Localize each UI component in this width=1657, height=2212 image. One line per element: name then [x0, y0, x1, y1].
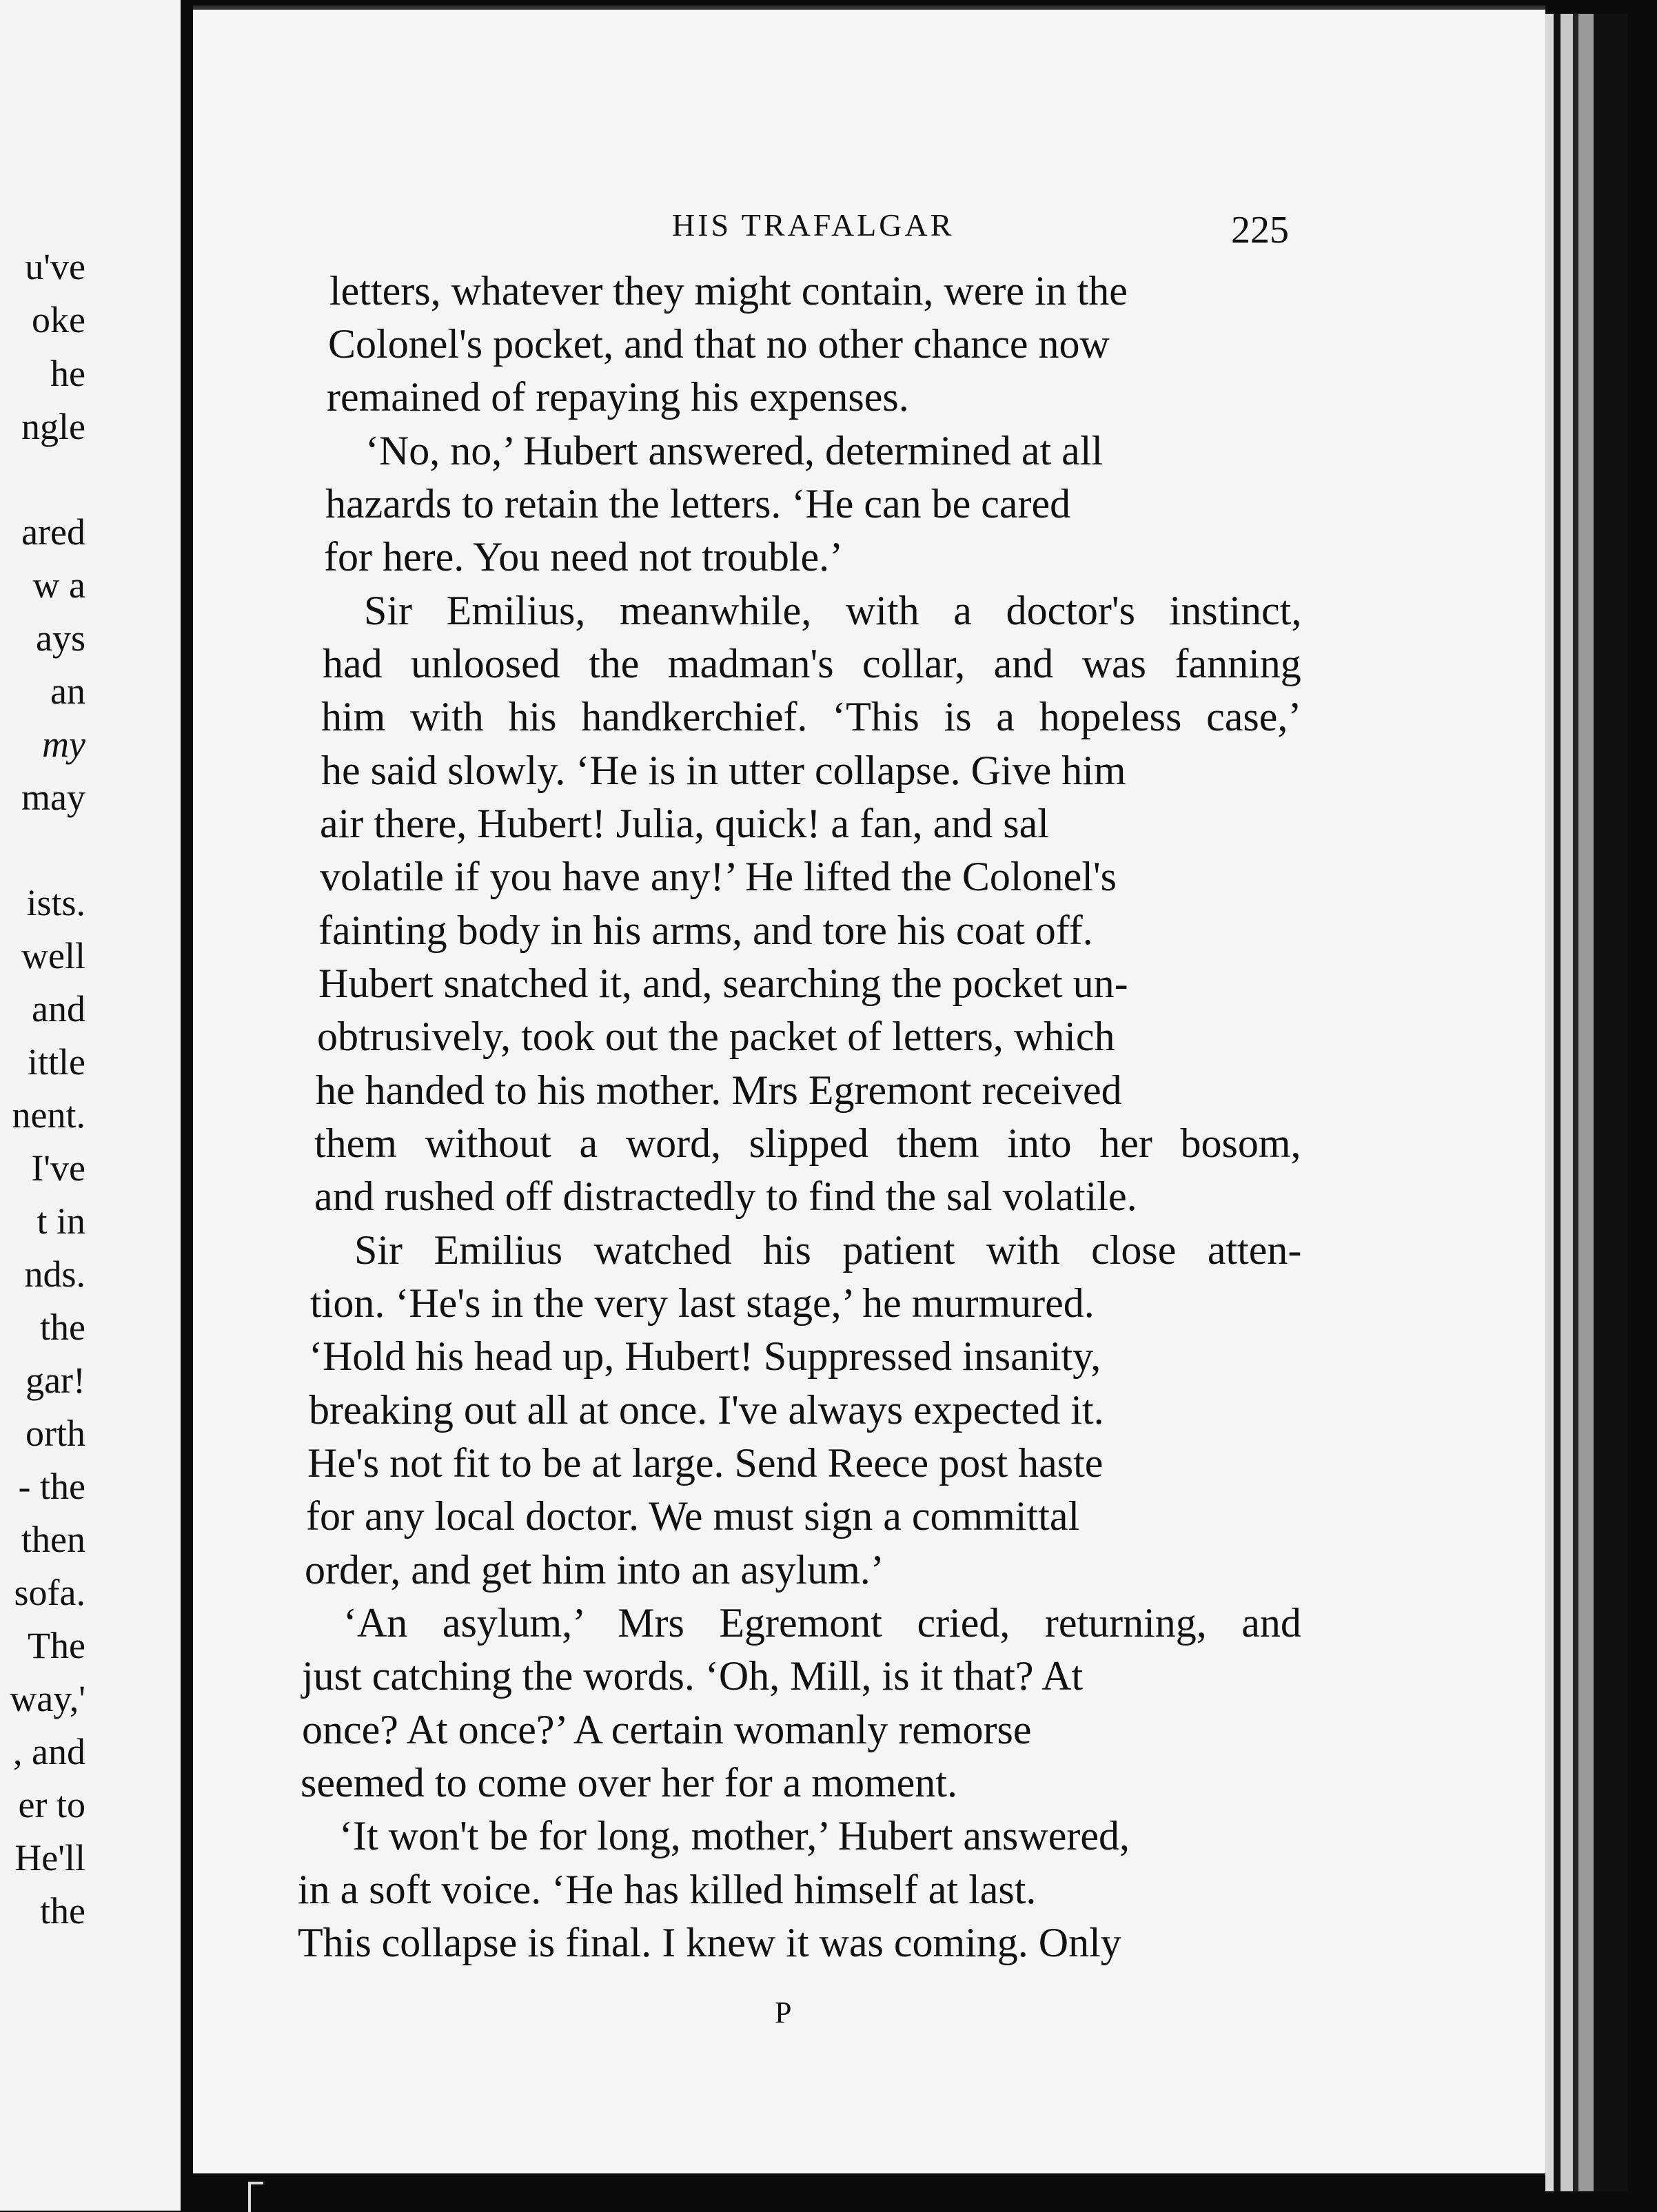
left-text-line: well: [21, 935, 85, 976]
text-line: once? At once?’ A certain womanly remorse: [302, 1707, 1032, 1752]
text-line: ‘No, no,’ Hubert answered, determined at all: [365, 428, 1104, 473]
text-line: hazards to retain the letters. ‘He can be cared: [325, 481, 1071, 526]
text-line: in a soft voice. ‘He has killed himself at last.: [298, 1867, 1037, 1912]
text-line: he said slowly. ‘He is in utter collapse. Give him: [321, 748, 1126, 793]
page-edges: [1545, 14, 1628, 2191]
left-text-line: an: [50, 670, 85, 712]
page-number: 225: [1231, 209, 1289, 252]
text-line: tion. ‘He's in the very last stage,’ he murmured.: [310, 1280, 1095, 1326]
left-page-fragment: [0, 0, 181, 2211]
text-line: ‘An asylum,’ Mrs Egremont cried, returning, and: [343, 1600, 1301, 1646]
text-line: Sir Emilius, meanwhile, with a doctor's instinct,: [364, 588, 1302, 633]
text-line: just catching the words. ‘Oh, Mill, is it that? At: [302, 1653, 1084, 1699]
left-text-line: sofa.: [14, 1572, 85, 1613]
text-line: ‘It won't be for long, mother,’ Hubert answered,: [339, 1813, 1130, 1858]
left-text-line: er to: [18, 1784, 85, 1825]
text-line: seemed to come over her for a moment.: [301, 1760, 957, 1805]
text-line: This collapse is final. I knew it was coming. Only: [298, 1920, 1121, 1965]
page-header: [476, 207, 1289, 255]
text-line: breaking out all at once. I've always expected it.: [309, 1387, 1104, 1433]
text-line: for any local doctor. We must sign a committal: [306, 1493, 1080, 1539]
text-line: Colonel's pocket, and that no other chance now: [328, 321, 1110, 367]
left-text-line: nds.: [24, 1253, 85, 1295]
left-text-line: the: [40, 1890, 85, 1932]
text-line: letters, whatever they might contain, were in the: [329, 268, 1128, 314]
left-text-line: t in: [37, 1200, 85, 1242]
text-line: ‘Hold his head up, Hubert! Suppressed insanity,: [309, 1333, 1101, 1379]
left-text-line: w a: [32, 564, 85, 606]
left-text-line: oke: [32, 299, 85, 340]
left-text-line: I've: [31, 1147, 85, 1189]
text-line: them without a word, slipped them into her bosom,: [314, 1120, 1301, 1166]
text-line: volatile if you have any!’ He lifted the Colonel's: [320, 854, 1117, 899]
text-line: Hubert snatched it, and, searching the pocket un-: [318, 961, 1128, 1006]
left-text-line: gar!: [26, 1360, 85, 1401]
left-text-line: and: [32, 988, 85, 1030]
left-text-line: ngle: [21, 406, 85, 447]
left-text-line: He'll: [14, 1837, 85, 1878]
left-text-line: - the: [18, 1466, 85, 1507]
running-head: HIS TRAFALGAR: [672, 207, 955, 243]
left-text-line: , and: [13, 1731, 85, 1772]
text-line: had unloosed the madman's collar, and was fanning: [323, 641, 1301, 686]
signature-mark: P: [775, 1996, 792, 2029]
left-text-line: nent.: [12, 1094, 85, 1136]
left-text-line: way,': [10, 1678, 85, 1719]
text-line: for here. You need not trouble.’: [324, 534, 844, 580]
left-text-line: ittle: [28, 1041, 85, 1083]
bottom-edge-mark: [248, 2182, 263, 2212]
text-line: Sir Emilius watched his patient with close atten-: [354, 1227, 1302, 1273]
left-text-line: he: [50, 353, 85, 394]
text-line: and rushed off distractedly to find the sal volatile.: [314, 1174, 1137, 1219]
left-text-line: my: [42, 724, 85, 765]
left-text-line: the: [40, 1307, 85, 1348]
left-text-line: ays: [36, 617, 85, 659]
text-line: air there, Hubert! Julia, quick! a fan, and sal: [320, 801, 1049, 846]
left-text-line: The: [28, 1625, 85, 1666]
left-text-line: then: [21, 1519, 85, 1560]
left-text-line: u've: [25, 246, 85, 287]
text-line: him with his handkerchief. ‘This is a hopeless case,’: [321, 694, 1302, 739]
left-text-line: ists.: [26, 882, 85, 923]
text-line: He's not fit to be at large. Send Reece post haste: [307, 1440, 1104, 1486]
text-line: obtrusively, took out the packet of letters, which: [317, 1014, 1115, 1059]
text-line: order, and get him into an asylum.’: [305, 1547, 884, 1593]
text-line: fainting body in his arms, and tore his coat off.: [318, 908, 1093, 953]
left-text-line: orth: [26, 1413, 85, 1454]
text-line: he handed to his mother. Mrs Egremont received: [316, 1067, 1122, 1113]
text-line: remained of repaying his expenses.: [327, 374, 909, 420]
left-text-line: ared: [21, 511, 85, 553]
left-text-line: may: [21, 777, 85, 818]
